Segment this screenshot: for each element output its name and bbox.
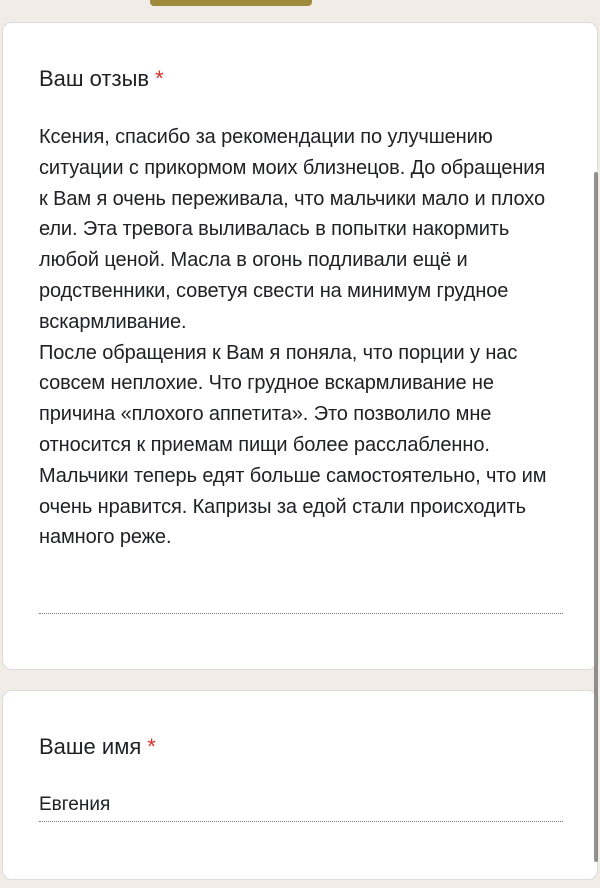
review-question-card (2, 22, 598, 670)
name-answer-input[interactable]: Евгения (39, 794, 111, 815)
name-question-label: Ваше имя (39, 734, 142, 759)
review-answer-textarea[interactable]: Ксения, спасибо за рекомендации по улучшению ситуации с прикормом моих близнецов. До обращения к Вам я очень переживала, что мальчики мало и плохо ели. Эта тревога выливалась в попытки накормить любой ценой. Масла в огонь подливали ещё и родственники, советуя свести на минимум грудное вскармливание. После обращения к Вам я поняла, что порции у нас совсем неплохие. Что грудное вскармливание не причина «плохого аппетита». Это позволило мне относится к приемам пищи более расслабленно. Мальчики теперь едят больше самостоятельно, что им очень нравится. Капризы за едой стали происходить намного реже. (39, 126, 547, 549)
form-top-accent-bar (150, 0, 312, 6)
review-question-label: Ваш отзыв (39, 66, 150, 91)
required-asterisk: * (155, 66, 164, 91)
review-answer-underline (39, 613, 563, 614)
name-answer-underline (39, 821, 563, 822)
review-question-title (39, 65, 164, 93)
name-question-card (2, 690, 598, 880)
required-asterisk: * (147, 734, 156, 759)
name-question-title (39, 733, 156, 761)
page-scrollbar[interactable] (594, 172, 598, 862)
